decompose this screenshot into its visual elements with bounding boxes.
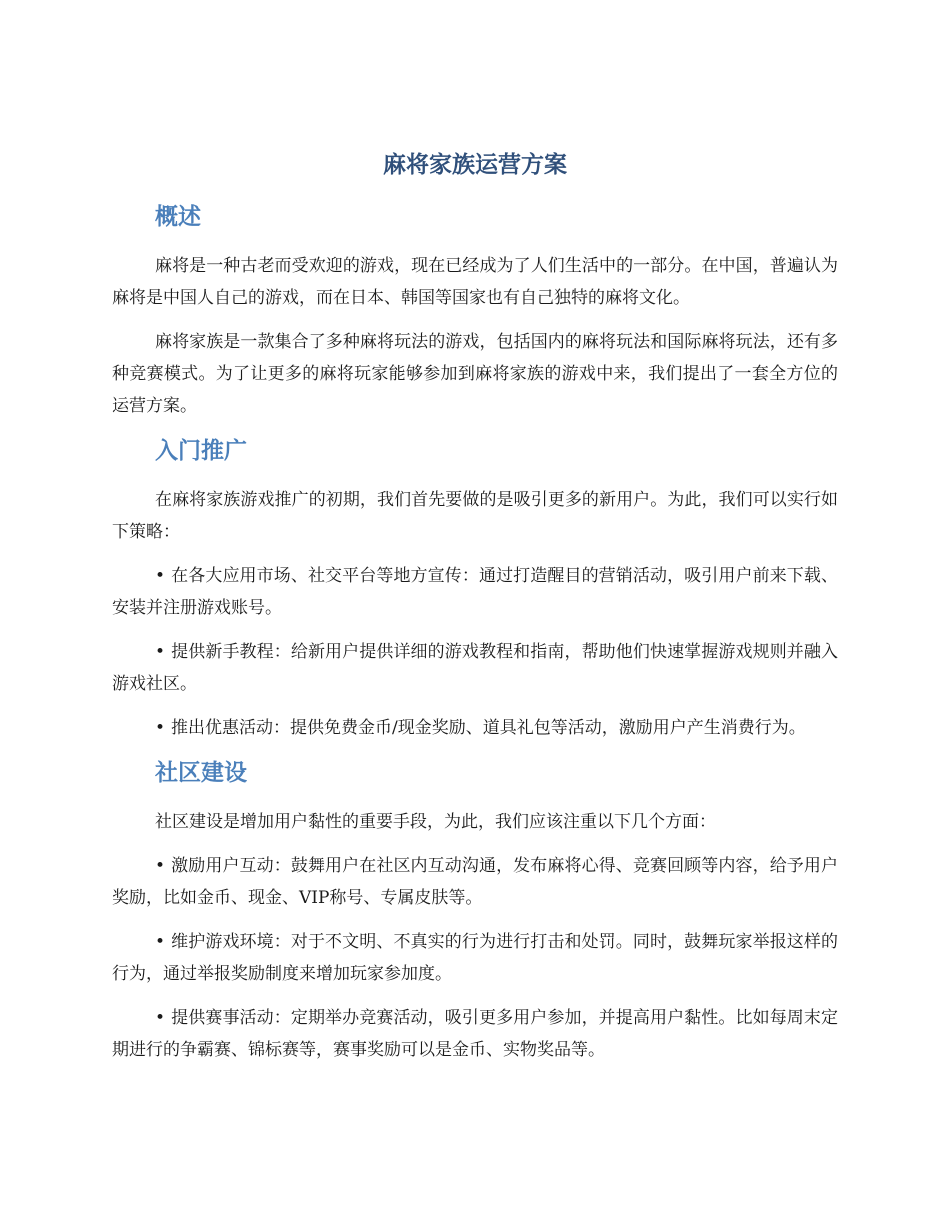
bullet-text: 激励用户互动：鼓舞用户在社区内互动沟通，发布麻将心得、竞赛回顾等内容，给予用户奖励，比如金币、现金、VIP称号、专属皮肤等。: [112, 856, 838, 908]
bullet-item: [112, 1002, 838, 1066]
bullet-text: 推出优惠活动：提供免费金币/现金奖励、道具礼包等活动，激励用户产生消费行为。: [171, 718, 806, 738]
bullet-text: 提供赛事活动：定期举办竞赛活动，吸引更多用户参加，并提高用户黏性。比如每周末定期进行的争霸赛、锦标赛等，赛事奖励可以是金币、实物奖品等。: [112, 1008, 838, 1060]
section-overview: [112, 200, 838, 422]
bullet-item: [112, 636, 838, 700]
bullet-icon: •: [155, 642, 166, 662]
paragraph: 麻将家族是一款集合了多种麻将玩法的游戏，包括国内的麻将玩法和国际麻将玩法，还有多种竞赛模式。为了让更多的麻将玩家能够参加到麻将家族的游戏中来，我们提出了一套全方位的运营方案。: [112, 332, 838, 416]
paragraph: 在麻将家族游戏推广的初期，我们首先要做的是吸引更多的新用户。为此，我们可以实行如下策略：: [112, 490, 838, 542]
section-promotion: [112, 434, 838, 744]
bullet-item: [112, 926, 838, 990]
section-community: [112, 756, 838, 1066]
section-heading: 入门推广: [155, 438, 247, 464]
bullet-text: 维护游戏环境：对于不文明、不真实的行为进行打击和处罚。同时，鼓舞玩家举报这样的行为，通过举报奖励制度来增加玩家参加度。: [112, 932, 838, 984]
bullet-icon: •: [155, 856, 166, 876]
paragraph: 麻将是一种古老而受欢迎的游戏，现在已经成为了人们生活中的一部分。在中国，普遍认为麻将是中国人自己的游戏，而在日本、韩国等国家也有自己独特的麻将文化。: [112, 256, 838, 308]
bullet-icon: •: [155, 566, 166, 586]
bullet-text: 在各大应用市场、社交平台等地方宣传：通过打造醒目的营销活动，吸引用户前来下载、安装并注册游戏账号。: [112, 566, 838, 618]
section-heading: 概述: [155, 204, 201, 230]
bullet-icon: •: [155, 1008, 166, 1028]
document-title: 麻将家族运营方案: [383, 152, 567, 178]
paragraph: 社区建设是增加用户黏性的重要手段，为此，我们应该注重以下几个方面：: [155, 812, 716, 832]
bullet-item: [112, 560, 838, 624]
bullet-icon: •: [155, 932, 166, 952]
section-heading: 社区建设: [155, 760, 247, 786]
bullet-item: [112, 850, 838, 914]
bullet-item: [112, 712, 838, 744]
bullet-text: 提供新手教程：给新用户提供详细的游戏教程和指南，帮助他们快速掌握游戏规则并融入游戏社区。: [112, 642, 838, 694]
bullet-icon: •: [155, 718, 166, 738]
document-page: [112, 148, 838, 1078]
